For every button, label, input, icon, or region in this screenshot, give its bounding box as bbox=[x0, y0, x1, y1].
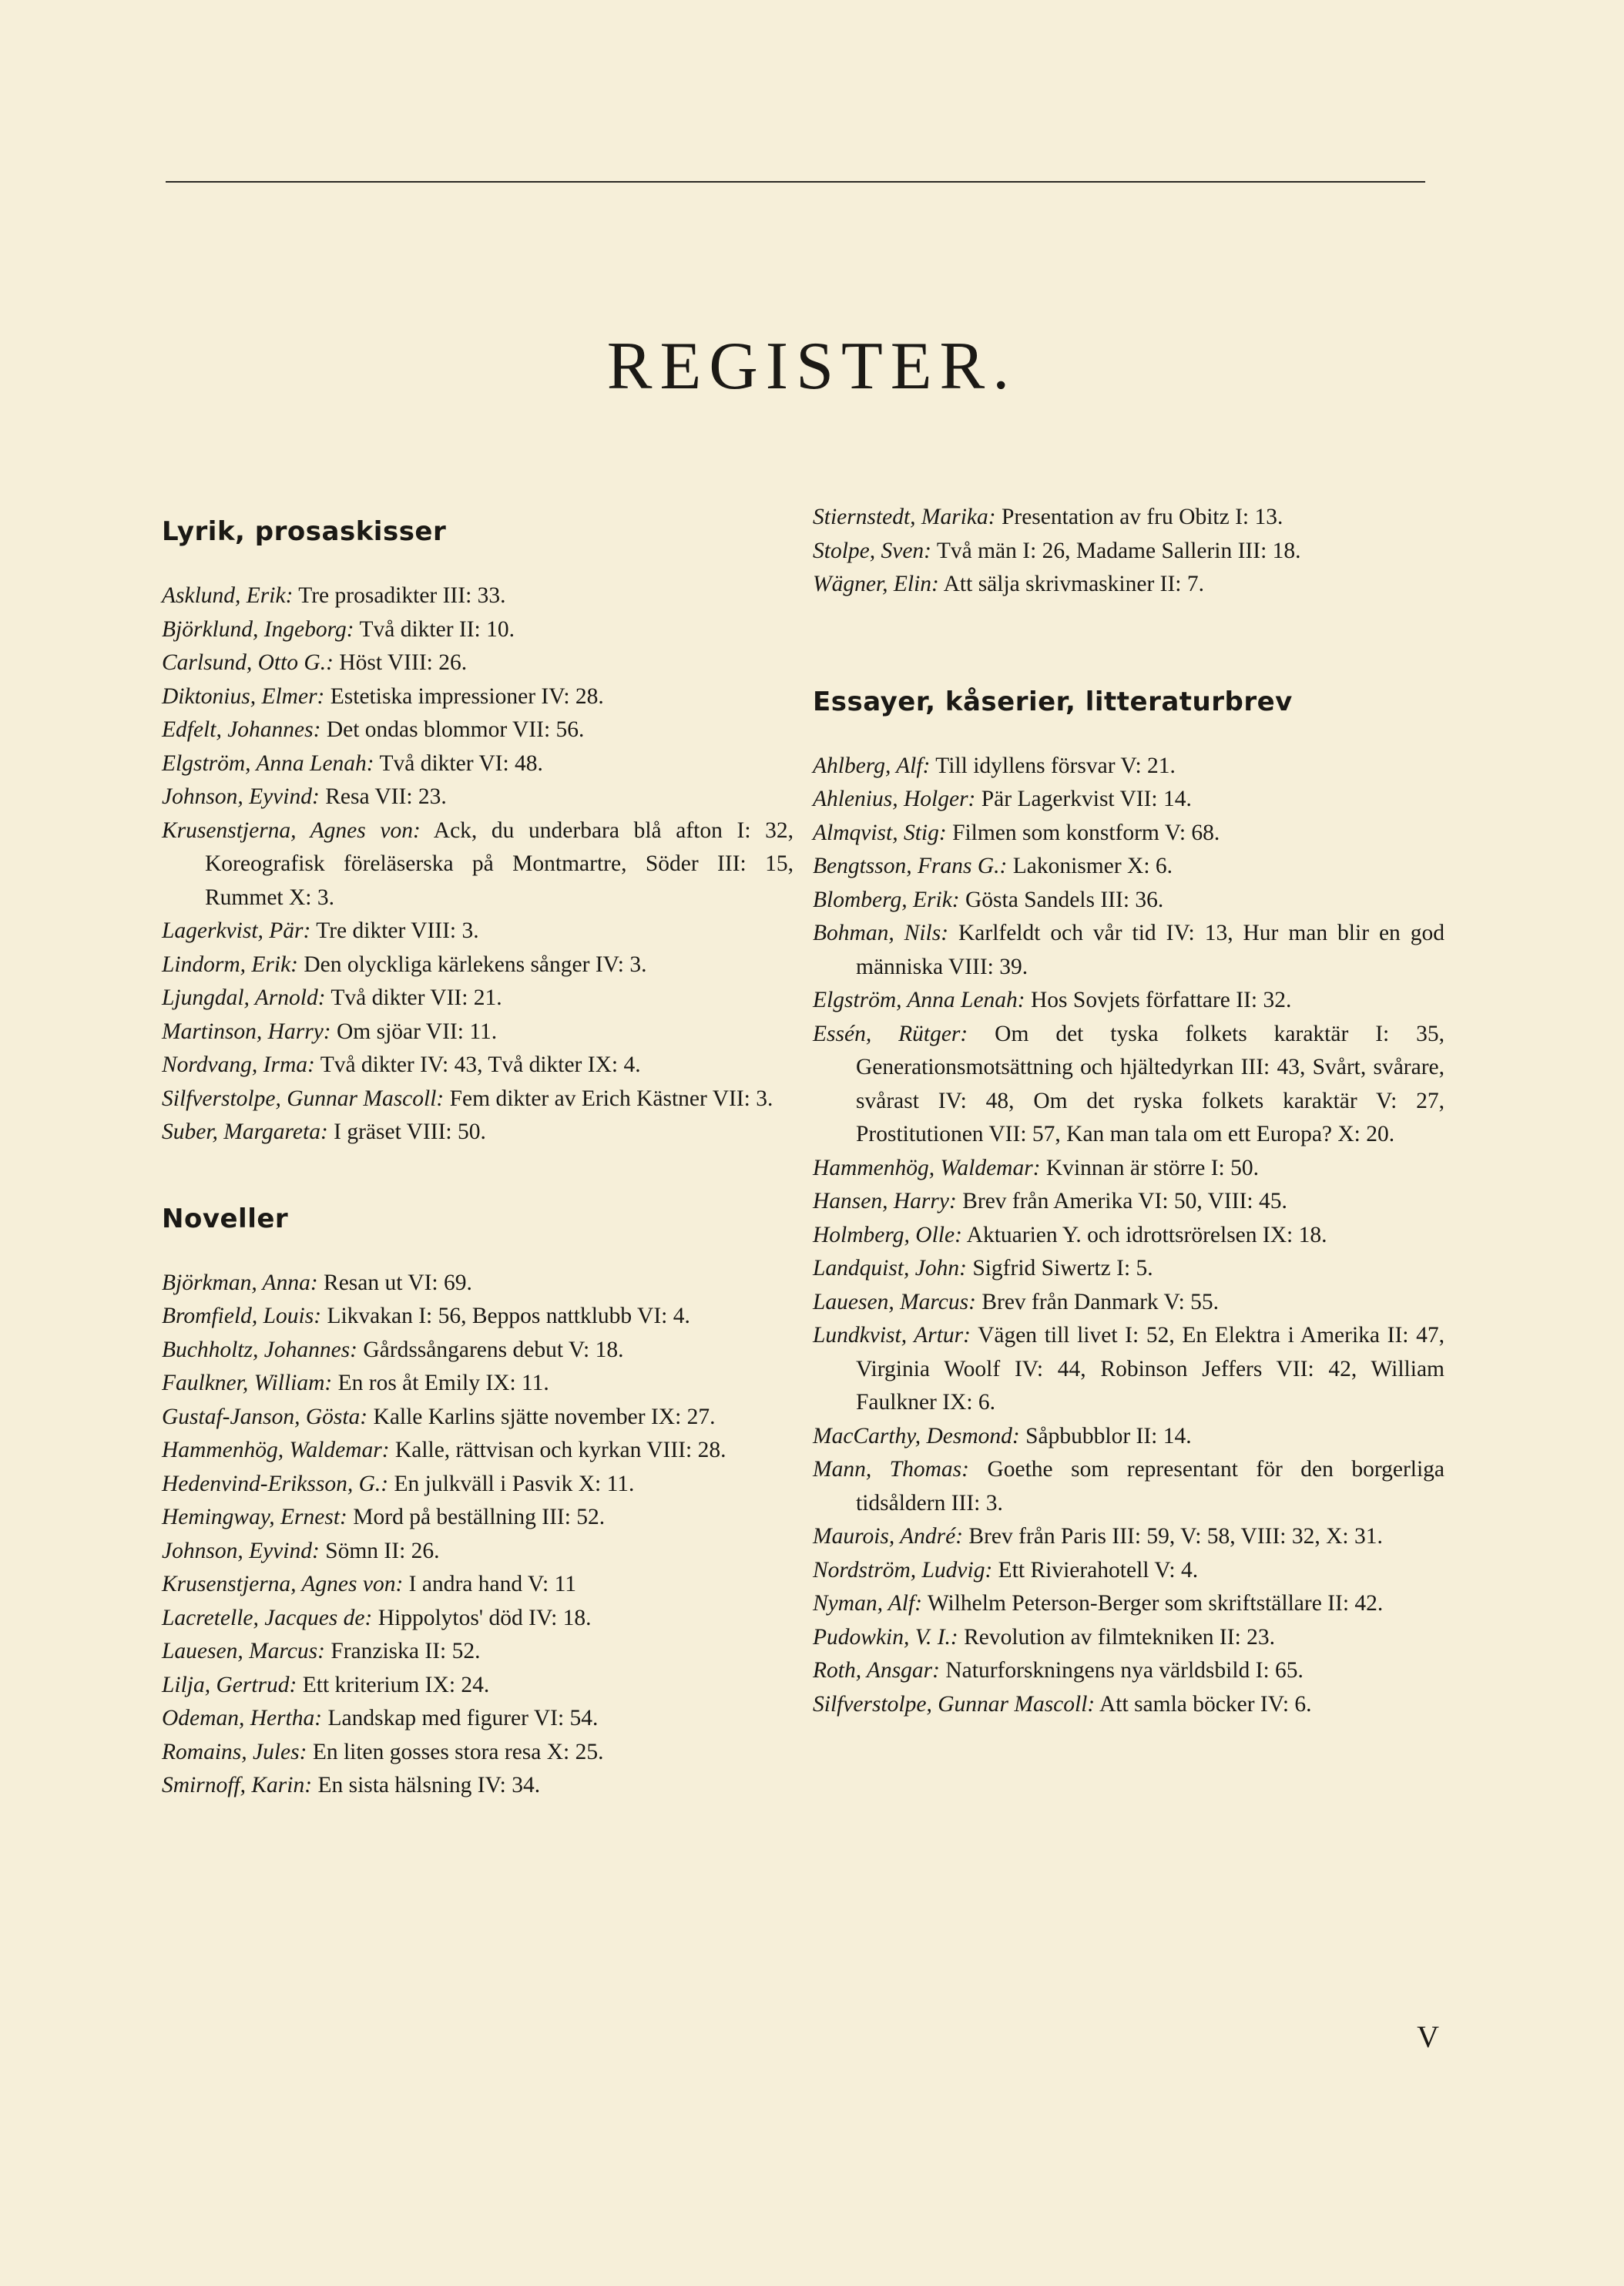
section-heading: Essayer, kåserier, litteraturbrev bbox=[813, 686, 1293, 717]
index-entry bbox=[162, 1501, 794, 1535]
entry-text: Hos Sovjets författare II: 32. bbox=[1031, 988, 1292, 1012]
index-entry bbox=[813, 783, 1444, 817]
index-entry bbox=[162, 780, 794, 814]
entry-text: Sömn II: 26. bbox=[325, 1538, 440, 1563]
entry-text: En julkväll i Pasvik X: 11. bbox=[394, 1471, 635, 1496]
entry-text: Hippolytos' död IV: 18. bbox=[377, 1605, 592, 1630]
entry-author: Faulkner, William: bbox=[162, 1371, 333, 1395]
index-entry bbox=[162, 1635, 794, 1669]
entry-author: Almqvist, Stig: bbox=[813, 820, 947, 845]
index-entry bbox=[162, 579, 794, 613]
index-entry bbox=[813, 1554, 1444, 1588]
index-entry bbox=[162, 1116, 794, 1150]
entry-text: Två män I: 26, Madame Sallerin III: 18. bbox=[936, 538, 1301, 563]
entry-author: Bohman, Nils: bbox=[813, 921, 949, 945]
entry-author: Landquist, John: bbox=[813, 1256, 967, 1281]
entry-author: Mann, Thomas: bbox=[813, 1457, 969, 1482]
index-entry bbox=[162, 1015, 794, 1049]
page-number: V bbox=[1417, 2019, 1439, 2054]
section-heading: Lyrik, prosaskisser bbox=[162, 516, 447, 547]
entry-text: Tre prosadikter III: 33. bbox=[298, 583, 506, 608]
entry-text: Sigfrid Siwertz I: 5. bbox=[972, 1256, 1153, 1281]
entry-text: Kalle Karlins sjätte november IX: 27. bbox=[373, 1404, 716, 1429]
entry-author: Lauesen, Marcus: bbox=[162, 1639, 325, 1663]
entry-author: Roth, Ansgar: bbox=[813, 1658, 940, 1683]
entry-text: En sista hälsning IV: 34. bbox=[317, 1773, 541, 1798]
entry-text: Det ondas blommor VII: 56. bbox=[326, 717, 585, 742]
entry-author: Johnson, Eyvind: bbox=[162, 1538, 320, 1563]
index-entry bbox=[813, 568, 1444, 602]
entry-list bbox=[162, 1267, 794, 1803]
entry-list bbox=[162, 579, 794, 1150]
entry-author: Odeman, Hertha: bbox=[162, 1706, 323, 1730]
entry-text: Revolution av filmtekniken II: 23. bbox=[964, 1624, 1276, 1650]
entry-text: Brev från Amerika VI: 50, VIII: 45. bbox=[962, 1189, 1287, 1213]
entry-author: Björkman, Anna: bbox=[162, 1270, 318, 1295]
index-entry bbox=[162, 1083, 794, 1116]
entry-author: Romains, Jules: bbox=[162, 1739, 307, 1764]
entry-text: Att samla böcker IV: 6. bbox=[1099, 1691, 1312, 1717]
index-entry bbox=[162, 747, 794, 781]
index-entry bbox=[162, 1669, 794, 1703]
index-entry bbox=[813, 817, 1444, 851]
entry-author: Nordström, Ludvig: bbox=[813, 1557, 993, 1583]
entry-list bbox=[813, 501, 1444, 602]
index-entry bbox=[813, 884, 1444, 918]
index-entry bbox=[162, 1702, 794, 1736]
entry-list bbox=[813, 750, 1444, 1722]
entry-author: Diktonius, Elmer: bbox=[162, 683, 325, 709]
entry-text: Två dikter VI: 48. bbox=[379, 750, 543, 776]
index-entry bbox=[813, 535, 1444, 569]
entry-author: Edfelt, Johannes: bbox=[162, 717, 321, 742]
entry-author: Bromfield, Louis: bbox=[162, 1304, 322, 1328]
entry-author: MacCarthy, Desmond: bbox=[813, 1423, 1020, 1448]
index-entry bbox=[813, 1018, 1444, 1152]
section-essayer bbox=[813, 686, 1444, 1722]
entry-text: Såpbubblor II: 14. bbox=[1025, 1423, 1192, 1448]
index-entry bbox=[162, 613, 794, 647]
index-entry bbox=[162, 1769, 794, 1803]
index-entry bbox=[813, 1688, 1444, 1722]
index-entry bbox=[813, 850, 1444, 884]
index-entry bbox=[162, 1434, 794, 1468]
entry-text: Den olyckliga kärlekens sånger IV: 3. bbox=[304, 952, 647, 977]
entry-text: Lakonismer X: 6. bbox=[1012, 854, 1173, 878]
index-entry bbox=[162, 948, 794, 982]
entry-text: Brev från Paris III: 59, V: 58, VIII: 32, X: 31. bbox=[968, 1524, 1383, 1549]
index-entry bbox=[813, 1152, 1444, 1186]
entry-text: Fem dikter av Erich Kästner VII: 3. bbox=[449, 1086, 773, 1111]
entry-text: Landskap med figurer VI: 54. bbox=[327, 1706, 599, 1730]
entry-text: Två dikter II: 10. bbox=[359, 616, 515, 642]
page-title: REGISTER. bbox=[606, 329, 1018, 404]
entry-author: Bengtsson, Frans G.: bbox=[813, 854, 1008, 878]
entry-author: Suber, Margareta: bbox=[162, 1120, 328, 1144]
entry-author: Smirnoff, Karin: bbox=[162, 1773, 313, 1798]
entry-text: Goethe som representant för den borgerliga tidsåldern III: 3. bbox=[856, 1457, 1445, 1516]
entry-text: Om sjöar VII: 11. bbox=[336, 1019, 498, 1044]
entry-text: Estetiska impressioner IV: 28. bbox=[330, 683, 604, 709]
index-entry bbox=[162, 1535, 794, 1569]
left-column bbox=[162, 501, 794, 1857]
entry-text: Resa VII: 23. bbox=[325, 784, 447, 809]
entry-text: Aktuarien Y. och idrottsrörelsen IX: 18. bbox=[966, 1222, 1327, 1247]
index-entry bbox=[813, 1621, 1444, 1655]
entry-author: Asklund, Erik: bbox=[162, 583, 294, 608]
entry-text: Pär Lagerkvist VII: 14. bbox=[981, 787, 1192, 811]
entry-author: Silfverstolpe, Gunnar Mascoll: bbox=[813, 1691, 1096, 1717]
entry-author: Ahlenius, Holger: bbox=[813, 787, 976, 811]
index-entry bbox=[162, 814, 794, 915]
entry-text: Om det tyska folkets karaktär I: 35, Generationsmotsättning och hjältedyrkan III: 43, Svårt, svårare, svårast IV: 48, Om det ryska folkets karaktär V: 27, Prostitutionen VII: 57, Kan man tala om ett Europa? X: 20. bbox=[856, 1021, 1445, 1146]
entry-author: Wägner, Elin: bbox=[813, 572, 939, 596]
entry-text: Ack, du underbara blå afton I: 32, Koreografisk föreläserska på Montmartre, Söder III: 15, Rummet X: 3. bbox=[205, 817, 794, 910]
entry-author: Lagerkvist, Pär: bbox=[162, 918, 311, 943]
entry-author: Carlsund, Otto G.: bbox=[162, 650, 334, 675]
entry-author: Björklund, Ingeborg: bbox=[162, 616, 354, 642]
entry-author: Krusenstjerna, Agnes von: bbox=[162, 817, 421, 843]
entry-text: Två dikter VII: 21. bbox=[331, 985, 502, 1010]
entry-author: Buchholtz, Johannes: bbox=[162, 1337, 357, 1362]
entry-author: Silfverstolpe, Gunnar Mascoll: bbox=[162, 1086, 445, 1111]
index-entry bbox=[162, 1468, 794, 1502]
index-entry bbox=[162, 680, 794, 714]
entry-text: En liten gosses stora resa X: 25. bbox=[312, 1739, 604, 1764]
entry-text: En ros åt Emily IX: 11. bbox=[337, 1371, 549, 1395]
entry-author: Essén, Rütger: bbox=[813, 1021, 968, 1046]
entry-author: Ljungdal, Arnold: bbox=[162, 985, 326, 1010]
entry-text: Att sälja skrivmaskiner II: 7. bbox=[943, 572, 1204, 596]
entry-text: Två dikter IV: 43, Två dikter IX: 4. bbox=[320, 1052, 641, 1077]
index-entry bbox=[813, 1286, 1444, 1320]
entry-author: Gustaf-Janson, Gösta: bbox=[162, 1404, 368, 1429]
entry-author: Stiernstedt, Marika: bbox=[813, 505, 996, 529]
section-noveller bbox=[162, 1203, 794, 1803]
index-entry bbox=[813, 1185, 1444, 1219]
section-heading: Noveller bbox=[162, 1203, 289, 1234]
entry-text: I andra hand V: 11 bbox=[408, 1572, 577, 1596]
index-entry bbox=[162, 1049, 794, 1083]
entry-author: Lacretelle, Jacques de: bbox=[162, 1605, 373, 1630]
entry-author: Elgström, Anna Lenah: bbox=[162, 750, 374, 776]
entry-text: I gräset VIII: 50. bbox=[334, 1120, 486, 1144]
index-entry bbox=[162, 713, 794, 747]
entry-author: Stolpe, Sven: bbox=[813, 538, 931, 563]
entry-text: Brev från Danmark V: 55. bbox=[981, 1289, 1220, 1314]
entry-text: Till idyllens försvar V: 21. bbox=[935, 753, 1176, 778]
index-entry bbox=[162, 646, 794, 680]
entry-author: Holmberg, Olle: bbox=[813, 1222, 962, 1247]
entry-author: Blomberg, Erik: bbox=[813, 887, 960, 912]
entry-author: Ahlberg, Alf: bbox=[813, 753, 931, 778]
index-entry bbox=[162, 1568, 794, 1602]
index-entry bbox=[813, 1654, 1444, 1688]
index-entry bbox=[813, 1420, 1444, 1454]
entry-text: Höst VIII: 26. bbox=[339, 650, 468, 675]
index-entry bbox=[813, 750, 1444, 784]
entry-text: Filmen som konstform V: 68. bbox=[952, 820, 1220, 845]
index-entry bbox=[162, 982, 794, 1015]
entry-text: Ett kriterium IX: 24. bbox=[302, 1672, 490, 1697]
entry-author: Maurois, André: bbox=[813, 1524, 964, 1549]
index-entry bbox=[162, 1401, 794, 1435]
entry-author: Hansen, Harry: bbox=[813, 1189, 957, 1213]
entry-author: Hammenhög, Waldemar: bbox=[162, 1438, 390, 1462]
section-noveller-continued bbox=[813, 501, 1444, 602]
entry-author: Lindorm, Erik: bbox=[162, 952, 298, 977]
right-column bbox=[813, 501, 1444, 1775]
entry-author: Martinson, Harry: bbox=[162, 1019, 331, 1044]
entry-author: Hedenvind-Eriksson, G.: bbox=[162, 1471, 389, 1496]
entry-text: Gösta Sandels III: 36. bbox=[965, 887, 1164, 912]
entry-text: Tre dikter VIII: 3. bbox=[316, 918, 479, 943]
entry-text: Presentation av fru Obitz I: 13. bbox=[1001, 505, 1283, 529]
section-lyrik bbox=[162, 516, 794, 1150]
index-entry bbox=[813, 1453, 1444, 1520]
index-entry bbox=[813, 1252, 1444, 1286]
entry-text: Franziska II: 52. bbox=[331, 1639, 481, 1663]
index-entry bbox=[813, 1219, 1444, 1253]
entry-author: Johnson, Eyvind: bbox=[162, 784, 320, 809]
index-entry bbox=[162, 1267, 794, 1301]
entry-author: Lilja, Gertrud: bbox=[162, 1672, 297, 1697]
entry-author: Nyman, Alf: bbox=[813, 1591, 923, 1616]
index-entry bbox=[813, 917, 1444, 984]
index-entry bbox=[162, 1367, 794, 1401]
index-entry bbox=[162, 1334, 794, 1368]
entry-text: Vägen till livet I: 52, En Elektra i Amerika II: 47, Virginia Woolf IV: 44, Robinson Jeffers VII: 42, William Faulkner IX: 6. bbox=[856, 1323, 1444, 1415]
header-rule bbox=[166, 181, 1425, 183]
index-entry bbox=[813, 501, 1444, 535]
entry-text: Naturforskningens nya världsbild I: 65. bbox=[945, 1658, 1304, 1683]
entry-text: Karlfeldt och vår tid IV: 13, Hur man blir en god människa VIII: 39. bbox=[856, 921, 1444, 979]
index-entry bbox=[162, 1736, 794, 1770]
index-entry bbox=[162, 1300, 794, 1334]
entry-author: Pudowkin, V. I.: bbox=[813, 1624, 958, 1650]
entry-text: Gårdssångarens debut V: 18. bbox=[363, 1337, 624, 1362]
entry-text: Resan ut VI: 69. bbox=[324, 1270, 472, 1295]
entry-author: Hammenhög, Waldemar: bbox=[813, 1155, 1041, 1180]
entry-author: Lundkvist, Artur: bbox=[813, 1323, 971, 1348]
entry-author: Nordvang, Irma: bbox=[162, 1052, 315, 1077]
index-entry bbox=[162, 1602, 794, 1636]
entry-text: Mord på beställning III: 52. bbox=[353, 1505, 606, 1529]
entry-text: Wilhelm Peterson-Berger som skriftställare II: 42. bbox=[927, 1591, 1384, 1616]
index-entry bbox=[813, 984, 1444, 1018]
index-entry bbox=[813, 1319, 1444, 1420]
entry-author: Elgström, Anna Lenah: bbox=[813, 988, 1025, 1012]
index-entry bbox=[813, 1520, 1444, 1554]
entry-text: Likvakan I: 56, Beppos nattklubb VI: 4. bbox=[327, 1304, 690, 1328]
entry-author: Lauesen, Marcus: bbox=[813, 1289, 976, 1314]
index-entry bbox=[813, 1587, 1444, 1621]
index-entry bbox=[162, 915, 794, 948]
entry-author: Krusenstjerna, Agnes von: bbox=[162, 1572, 404, 1596]
entry-author: Hemingway, Ernest: bbox=[162, 1505, 347, 1529]
entry-text: Kvinnan är större I: 50. bbox=[1045, 1155, 1259, 1180]
entry-text: Ett Rivierahotell V: 4. bbox=[998, 1557, 1199, 1583]
entry-text: Kalle, rättvisan och kyrkan VIII: 28. bbox=[394, 1438, 726, 1462]
